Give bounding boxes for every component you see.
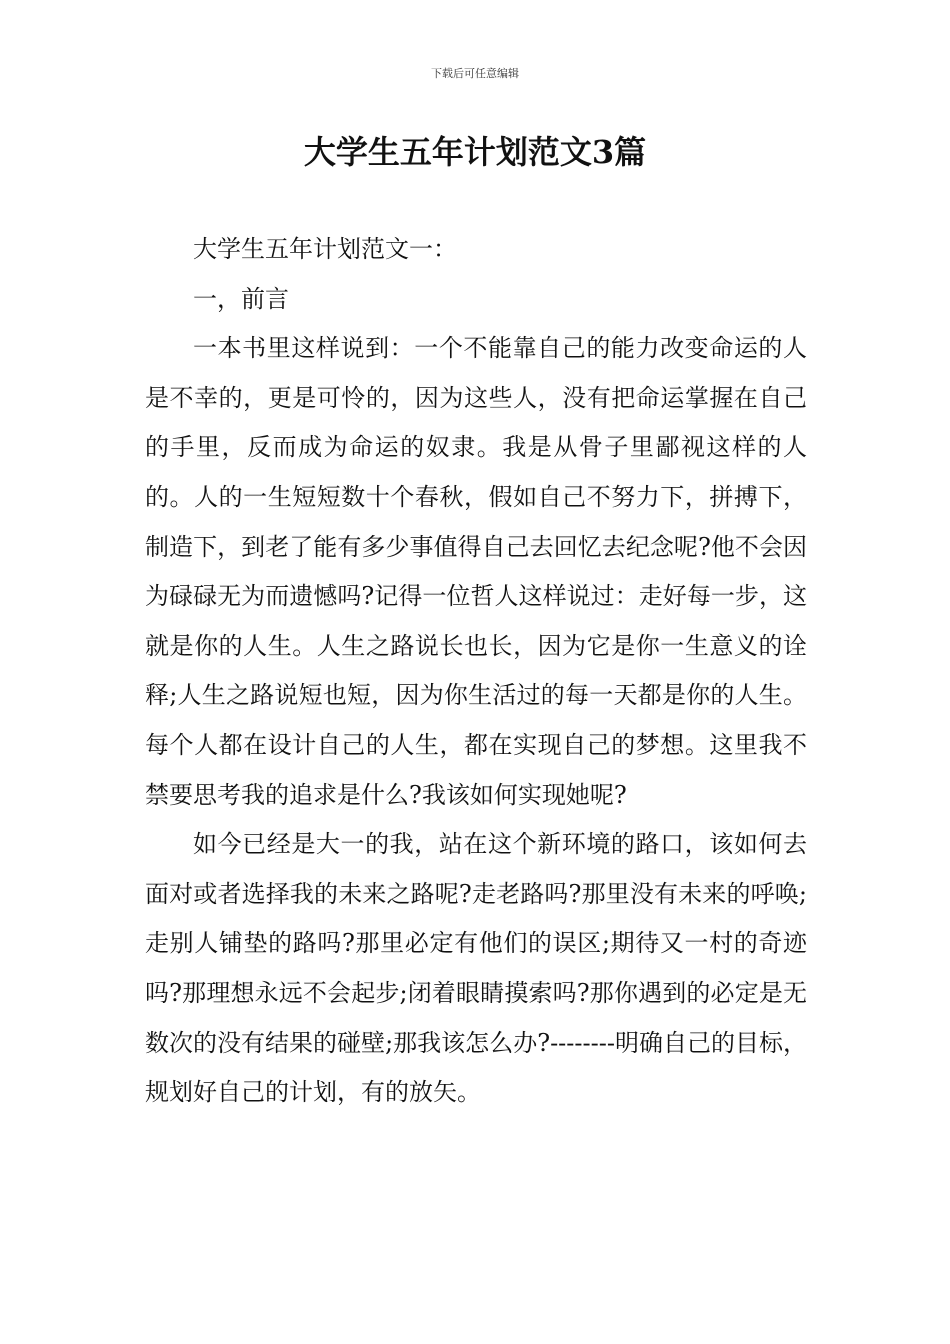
body-paragraph: 一本书里这样说到：一个不能靠自己的能力改变命运的人是不幸的，更是可怜的，因为这些人，没有把命运掌握在自己的手里，反而成为命运的奴隶。我是从骨子里鄙视这样的人的。人的一生短短数十个春秋，假如自己不努力下，拼搏下，制造下，到老了能有多少事值得自己去回忆去纪念呢?他不会因为碌碌无为而遗憾吗?记得一位哲人这样说过：走好每一步，这就是你的人生。人生之路说长也长，因为它是你一生意义的诠释;人生之路说短也短，因为你生活过的每一天都是你的人生。每个人都在设计自己的人生，都在实现自己的梦想。这里我不禁要思考我的追求是什么?我该如何实现她呢? [145, 334, 807, 809]
document-title: 大学生五年计划范文3篇 [303, 133, 647, 171]
body-paragraph: 如今已经是大一的我，站在这个新环境的路口，该如何去面对或者选择我的未来之路呢?走老路吗?那里没有未来的呼唤;走别人铺垫的路吗?那里必定有他们的误区;期待又一村的奇迹吗?那理想永远不会起步;闭着眼睛摸索吗?那你遇到的必定是无数次的没有结果的碰壁;那我该怎么办?--------明确自己的目标，规划好自己的计划，有的放矢。 [145, 830, 807, 1107]
subsection-heading: 一，前言 [193, 284, 289, 313]
header-note: 下载后可任意编辑 [431, 67, 519, 80]
document-body [145, 225, 807, 1118]
section-heading: 大学生五年计划范文一： [193, 235, 457, 263]
